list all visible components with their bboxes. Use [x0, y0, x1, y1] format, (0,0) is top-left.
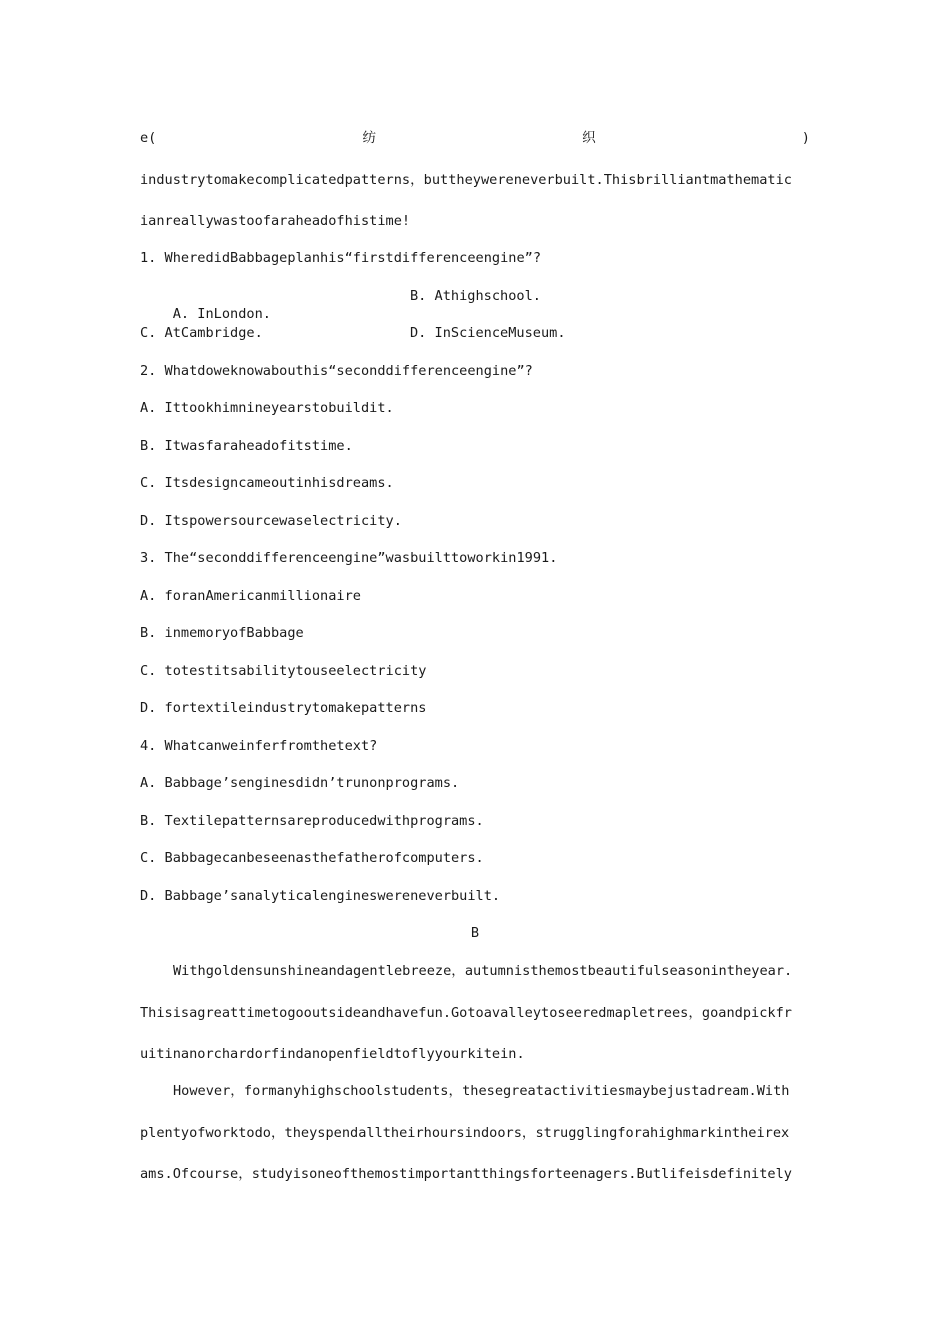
question-1-option-c: C. AtCambridge.: [140, 325, 263, 341]
question-4-option-a: A. Babbage’senginesdidn’trunonprograms.: [140, 775, 460, 791]
section-b-paragraph-2-line: ams.Ofcourse，studyisoneofthemostimportantthingsforteenagers.Butlifeisdefinitely: [140, 1166, 792, 1182]
question-2-stem: 2. Whatdoweknowabouthis“seconddifferenceengine”?: [140, 363, 533, 379]
section-b-paragraph-1-line: Withgoldensunshineandagentlebreeze，autumnisthemostbeautifulseasonintheyear.: [173, 963, 793, 979]
passage-a-line-1-part: e(: [140, 130, 157, 146]
passage-a-line-1-part: 织: [582, 130, 596, 146]
question-4-stem: 4. Whatcanweinferfromthetext?: [140, 738, 378, 754]
question-1-option-d: D. InScienceMuseum.: [410, 325, 566, 341]
question-2-option-b: B. Itwasfaraheadofitstime.: [140, 438, 353, 454]
passage-a-line-2: industrytomakecomplicatedpatterns，buttheywereneverbuilt.Thisbrilliantmathematic: [140, 172, 792, 188]
passage-a-line-1: [140, 129, 810, 147]
passage-a-line-1-part: ): [801, 130, 810, 146]
question-2-option-d: D. Itspowersourcewaselectricity.: [140, 513, 402, 529]
question-3-option-d: D. fortextileindustrytomakepatterns: [140, 700, 427, 716]
section-b-paragraph-1-line: Thisisagreattimetogooutsideandhavefun.Gotoavalleytoseeredmapletrees，goandpickfr: [140, 1005, 792, 1021]
question-1-stem: 1. WheredidBabbageplanhis“firstdifferenceengine”?: [140, 250, 542, 266]
question-1-option-a: A. InLondon.: [172, 306, 271, 322]
section-b-paragraph-1-line: uitinanorchardorfindanopenfieldtoflyyourkitein.: [140, 1046, 525, 1062]
section-b-paragraph-2-line: However，formanyhighschoolstudents，thesegreatactivitiesmaybejustadream.With: [173, 1083, 790, 1099]
question-4-option-b: B. Textilepatternsareproducedwithprograms.: [140, 813, 484, 829]
question-3-stem: 3. The“seconddifferenceengine”wasbuilttoworkin1991.: [140, 550, 558, 566]
section-b-paragraph-2-line: plentyofworktodo，theyspendalltheirhoursindoors，strugglingforahighmarkintheirex: [140, 1125, 790, 1141]
question-1-option-b: B. Athighschool.: [410, 288, 541, 304]
question-2-option-a: A. Ittookhimnineyearstobuildit.: [140, 400, 394, 416]
question-4-option-d: D. Babbage’sanalyticalengineswereneverbuilt.: [140, 888, 501, 904]
question-3-option-c: C. totestitsabilitytouseelectricity: [140, 663, 427, 679]
question-4-option-c: C. Babbagecanbeseenasthefatherofcomputers.: [140, 850, 484, 866]
passage-a-line-1-part: 纺: [362, 130, 377, 146]
question-2-option-c: C. Itsdesigncameoutinhisdreams.: [140, 475, 394, 491]
passage-a-line-3: ianreallywastoofaraheadofhistime!: [140, 213, 411, 229]
question-3-option-b: B. inmemoryofBabbage: [140, 625, 304, 641]
question-3-option-a: A. foranAmericanmillionaire: [140, 588, 361, 604]
section-b-heading: B: [470, 925, 480, 941]
